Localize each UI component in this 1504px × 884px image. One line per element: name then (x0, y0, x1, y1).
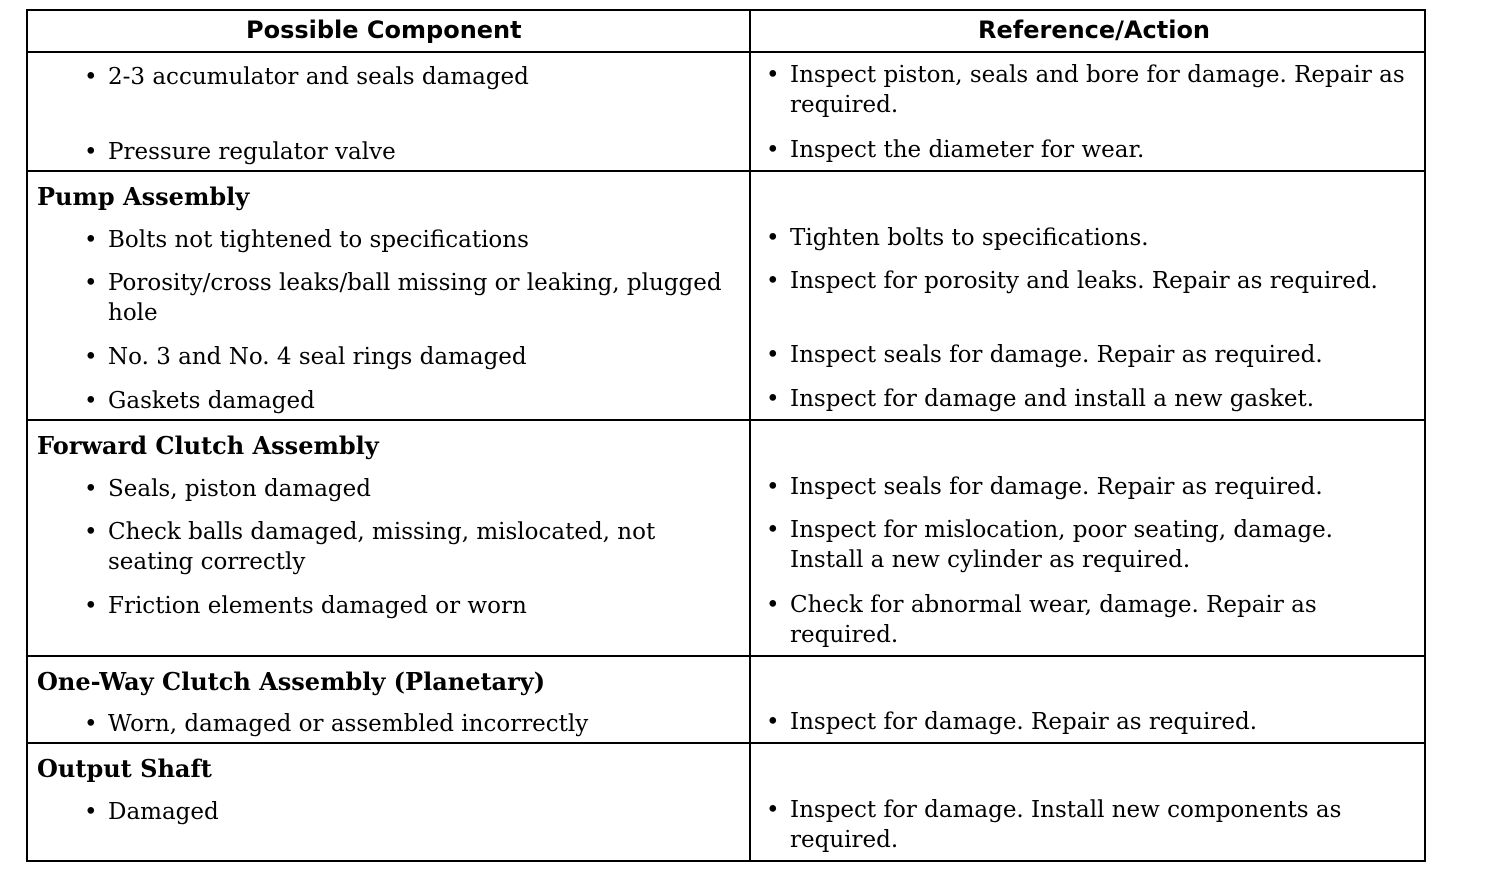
component-item (84, 342, 739, 372)
action-item (766, 340, 1406, 370)
component-item (84, 62, 739, 92)
component-text: Gaskets damaged (108, 388, 315, 414)
bullet-icon: • (84, 593, 98, 619)
action-item (766, 266, 1406, 296)
component-item (84, 268, 739, 328)
action-item (766, 590, 1406, 650)
section-divider (26, 170, 1426, 172)
bullet-icon: • (766, 592, 780, 618)
component-item (84, 517, 739, 577)
bullet-icon: • (766, 709, 780, 735)
bullet-icon: • (84, 344, 98, 370)
action-text: Inspect for damage. Repair as required. (790, 709, 1258, 735)
section-title-pump-assembly: Pump Assembly (37, 182, 250, 211)
action-item (766, 472, 1406, 502)
section-divider (26, 655, 1426, 657)
action-item (766, 384, 1406, 414)
bullet-icon: • (84, 270, 98, 296)
header-possible-component: Possible Component (246, 16, 522, 44)
bullet-icon: • (84, 519, 98, 545)
component-text: Damaged (108, 799, 219, 825)
bullet-icon: • (84, 139, 98, 165)
action-item (766, 795, 1406, 855)
action-text: Inspect seals for damage. Repair as required. (790, 342, 1323, 368)
section-divider (26, 742, 1426, 744)
component-text: Worn, damaged or assembled incorrectly (108, 711, 589, 737)
action-text: Tighten bolts to specifications. (790, 225, 1149, 251)
bullet-icon: • (84, 799, 98, 825)
action-text: Inspect for porosity and leaks. Repair as required. (790, 268, 1378, 294)
bullet-icon: • (84, 388, 98, 414)
component-item (84, 709, 739, 739)
column-divider (749, 9, 751, 862)
component-text: Friction elements damaged or worn (108, 593, 527, 619)
action-item (766, 60, 1406, 120)
header-divider (26, 51, 1426, 53)
bullet-icon: • (766, 386, 780, 412)
bullet-icon: • (766, 797, 780, 823)
component-item (84, 386, 739, 416)
section-title-one-way-clutch-assembly: One-Way Clutch Assembly (Planetary) (37, 667, 546, 696)
component-item (84, 474, 739, 504)
bullet-icon: • (84, 227, 98, 253)
component-text: Pressure regulator valve (108, 139, 396, 165)
bullet-icon: • (766, 62, 780, 88)
component-item (84, 225, 739, 255)
action-text: Inspect piston, seals and bore for damage. Repair as required. (790, 62, 1405, 118)
component-text: Bolts not tightened to specifications (108, 227, 529, 253)
bullet-icon: • (766, 137, 780, 163)
component-text: Seals, piston damaged (108, 476, 371, 502)
component-text: No. 3 and No. 4 seal rings damaged (108, 344, 527, 370)
action-item (766, 707, 1406, 737)
bullet-icon: • (766, 517, 780, 543)
action-item (766, 515, 1406, 575)
bullet-icon: • (84, 711, 98, 737)
action-text: Inspect for damage and install a new gasket. (790, 386, 1315, 412)
action-text: Inspect for damage. Install new components as required. (790, 797, 1342, 853)
component-item (84, 797, 739, 827)
action-text: Inspect seals for damage. Repair as required. (790, 474, 1323, 500)
section-title-forward-clutch-assembly: Forward Clutch Assembly (37, 431, 379, 460)
section-title-output-shaft: Output Shaft (37, 754, 212, 783)
section-divider (26, 419, 1426, 421)
component-item (84, 137, 739, 167)
action-text: Inspect for mislocation, poor seating, damage. Install a new cylinder as required. (790, 517, 1333, 573)
bullet-icon: • (766, 474, 780, 500)
bullet-icon: • (84, 476, 98, 502)
action-item (766, 135, 1406, 165)
action-item (766, 223, 1406, 253)
component-text: Porosity/cross leaks/ball missing or leaking, plugged hole (108, 270, 722, 326)
component-text: 2-3 accumulator and seals damaged (108, 64, 529, 90)
action-text: Inspect the diameter for wear. (790, 137, 1145, 163)
bullet-icon: • (766, 342, 780, 368)
bullet-icon: • (84, 64, 98, 90)
header-reference-action: Reference/Action (978, 16, 1211, 44)
action-text: Check for abnormal wear, damage. Repair as required. (790, 592, 1317, 648)
component-text: Check balls damaged, missing, mislocated, not seating correctly (108, 519, 656, 575)
bullet-icon: • (766, 268, 780, 294)
bullet-icon: • (766, 225, 780, 251)
component-item (84, 591, 739, 621)
